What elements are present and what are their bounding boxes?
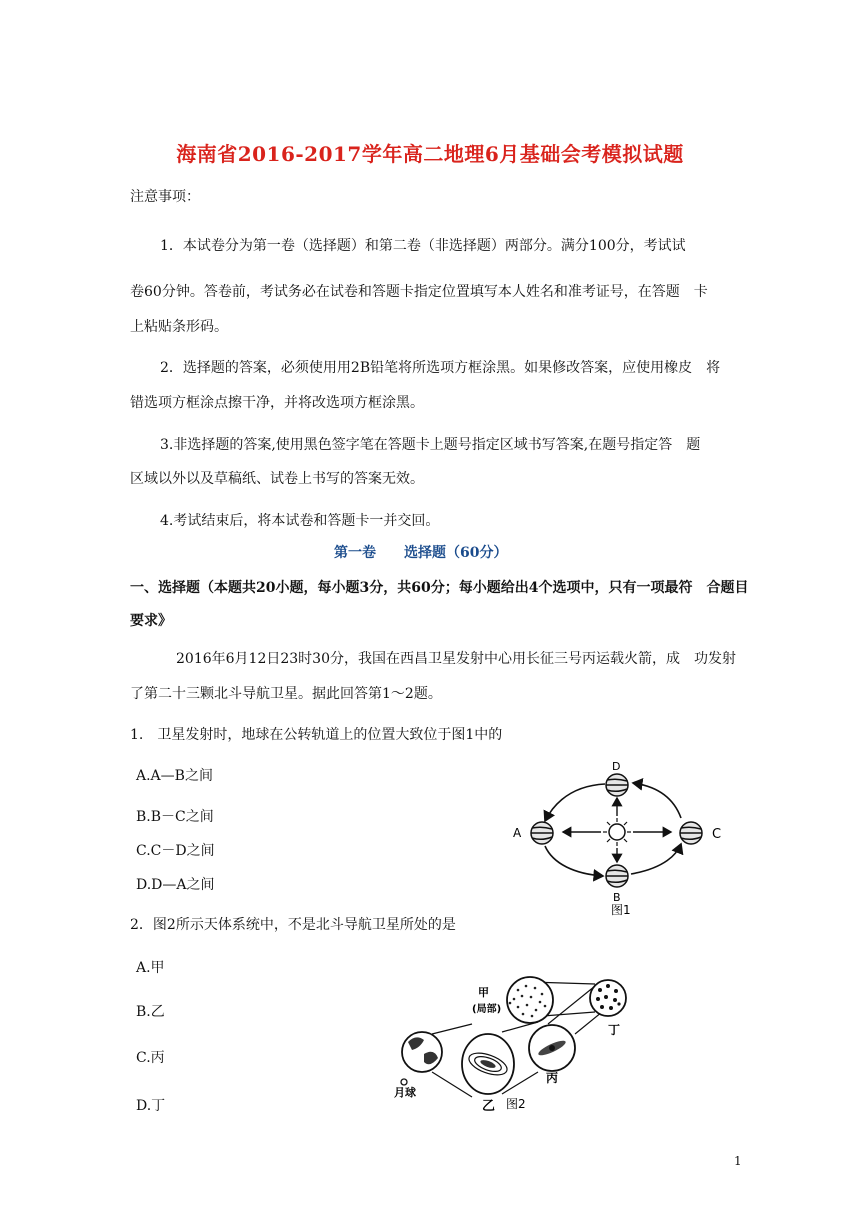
milky-way-icon — [529, 1025, 575, 1071]
figure-1-orbit-diagram — [505, 756, 735, 916]
notice-3-line-2: 区域以外以及草稿纸、试卷上书写的答案无效。 — [130, 471, 424, 487]
context-line-2: 了第二十三颗北斗导航卫星。据此回答第1～2题。 — [130, 686, 442, 702]
question-1-option-c[interactable]: C.C－D之间 — [136, 843, 215, 859]
figure-1-label-c: C — [712, 827, 722, 842]
notice-4-line-1: 4.考试结束后，将本试卷和答题卡一并交回。 — [160, 513, 440, 529]
sun-icon — [603, 818, 631, 846]
figure-2-celestial-systems — [390, 972, 650, 1117]
context-line-1: 2016年6月12日23时30分，我国在西昌卫星发射中心用长征三号丙运载火箭，成 功发射 — [176, 651, 736, 667]
earth-position-c — [680, 822, 702, 844]
section-heading: 第一卷 选择题（60分） — [334, 545, 508, 561]
question-2-option-c[interactable]: C.丙 — [136, 1050, 165, 1066]
notice-1-line-2: 卷60分钟。答卷前，考试务必在试卷和答题卡指定位置填写本人姓名和准考证号，在答题 卡 — [130, 284, 708, 300]
figure-1-label-a: A — [513, 826, 522, 840]
notice-2-line-2: 错选项方框涂点擦干净，并将改选项方框涂黑。 — [130, 395, 424, 411]
earth-globe-icon — [401, 1032, 442, 1085]
notice-1-line-3: 上粘贴条形码。 — [130, 319, 228, 335]
question-1-option-b[interactable]: B.B－C之间 — [136, 809, 214, 825]
question-1-option-d[interactable]: D.D—A之间 — [136, 877, 215, 893]
question-2-option-d[interactable]: D.丁 — [136, 1098, 166, 1114]
question-2-option-b[interactable]: B.乙 — [136, 1004, 165, 1020]
figure-2-label-jubu: (局部) — [472, 1004, 502, 1015]
figure-2-label-moon: 月球 — [394, 1086, 416, 1099]
galaxy-cluster-icon — [590, 980, 626, 1016]
universe-local-icon — [507, 977, 553, 1023]
question-2-stem: 2．图2所示天体系统中，不是北斗导航卫星所处的是 — [130, 917, 456, 933]
earth-position-a — [531, 822, 553, 844]
page-number: 1 — [734, 1154, 742, 1168]
figure-1-label-d: D — [612, 760, 621, 773]
figure-2-label-jia: 甲 — [478, 986, 489, 999]
part1-heading-line-2: 要求》 — [130, 613, 172, 629]
notice-3-line-1: 3.非选择题的答案,使用黑色签字笔在答题卡上题号指定区域书写答案,在题号指定答 题 — [160, 437, 701, 453]
question-2-option-a[interactable]: A.甲 — [136, 960, 165, 976]
notice-2-line-1: 2．选择题的答案，必须使用用2B铅笔将所选项方框涂黑。如果修改答案，应使用橡皮 将 — [160, 360, 721, 376]
solar-system-icon — [462, 1034, 514, 1094]
figure-2-label-ding: 丁 — [608, 1023, 621, 1037]
earth-position-b — [606, 865, 628, 887]
question-1-stem: 1. 卫星发射时，地球在公转轨道上的位置大致位于图1中的 — [130, 727, 503, 743]
figure-1-caption: 图1 — [611, 903, 631, 917]
figure-2-label-bing: 丙 — [546, 1071, 559, 1085]
figure-2-label-yi: 乙 — [482, 1099, 496, 1114]
figure-2-caption: 图2 — [506, 1097, 526, 1111]
part1-heading-line-1: 一、选择题（本题共20小题，每小题3分，共60分；每小题给出4个选项中，只有一项最符 合题目 — [130, 580, 749, 596]
notice-1-line-1: 1．本试卷分为第一卷（选择题）和第二卷（非选择题）两部分。满分100分，考试试 — [160, 238, 686, 254]
question-1-option-a[interactable]: A.A—B之间 — [136, 768, 213, 784]
figure-1-label-b: B — [613, 891, 621, 904]
earth-position-d — [606, 774, 628, 796]
notice-heading: 注意事项： — [130, 189, 200, 205]
page-title: 海南省2016-2017学年高二地理6月基础会考模拟试题 — [176, 142, 684, 166]
